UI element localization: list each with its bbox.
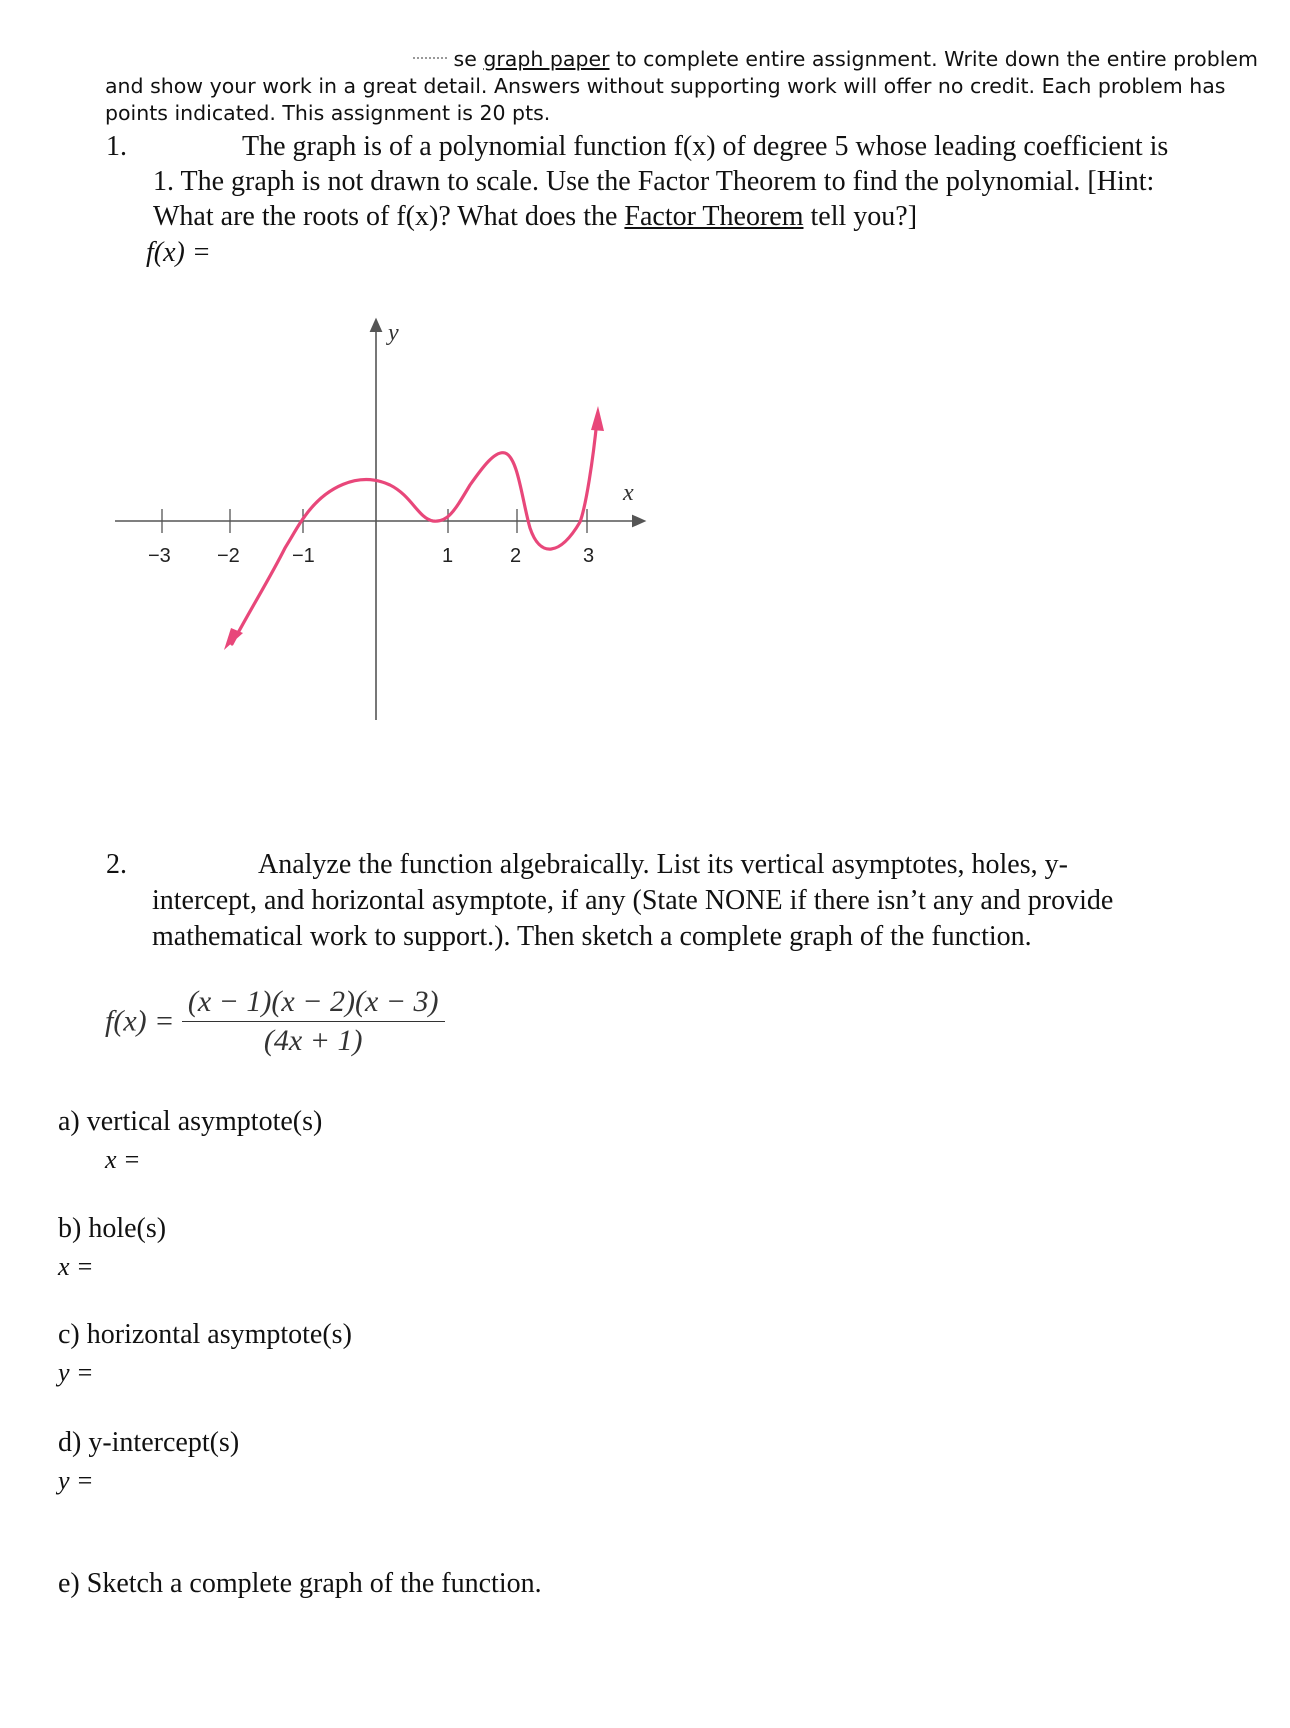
- tick-label-neg2: −2: [217, 545, 240, 567]
- fraction: [182, 985, 445, 1058]
- smudge-mark: [413, 57, 447, 63]
- part-a-answer: x =: [105, 1145, 141, 1174]
- x-axis-label: x: [623, 480, 634, 506]
- tick-label-1: 1: [442, 545, 454, 567]
- instructions-line-3: points indicated. This assignment is 20 pts.: [105, 101, 551, 125]
- problem-1-number: 1.: [106, 131, 127, 162]
- problem-2-line-2: intercept, and horizontal asymptote, if any (State NONE if there isn’t any and provide: [152, 885, 1114, 916]
- y-axis-label: y: [388, 320, 399, 346]
- part-d-answer: y =: [58, 1466, 94, 1495]
- problem-2-number: 2.: [106, 849, 127, 880]
- part-d-label: d) y-intercept(s): [58, 1427, 240, 1458]
- fx-label: f(x) =: [105, 1004, 175, 1038]
- tick-label-2: 2: [510, 545, 522, 567]
- problem-1-answer-label: f(x) =: [146, 237, 211, 268]
- polynomial-graph: [100, 310, 660, 730]
- instructions: [105, 46, 1275, 127]
- problem-1-line-3: What are the roots of f(x)? What does the Factor Theorem tell you?]: [153, 201, 918, 232]
- problem-1-line-2: 1. The graph is not drawn to scale. Use the Factor Theorem to find the polynomial. [Hint:: [153, 166, 1155, 197]
- part-b-label: b) hole(s): [58, 1213, 167, 1244]
- factor-theorem-link[interactable]: Factor Theorem: [624, 201, 804, 232]
- tick-label-neg1: −1: [292, 545, 315, 567]
- graph-paper-link[interactable]: graph paper: [483, 47, 610, 71]
- part-b-answer: x =: [58, 1252, 94, 1281]
- part-c-answer: y =: [58, 1358, 94, 1387]
- curve-arrow-right: [591, 406, 604, 431]
- tick-label-neg3: −3: [148, 545, 171, 567]
- instructions-line-1: se graph paper to complete entire assignment. Write down the entire problem: [105, 46, 1275, 73]
- numerator: (x − 1)(x − 2)(x − 3): [182, 985, 445, 1022]
- problem-1-line-1: The graph is of a polynomial function f(x) of degree 5 whose leading coefficient is: [242, 131, 1169, 162]
- part-e-label: e) Sketch a complete graph of the function.: [58, 1568, 542, 1599]
- tick-label-3: 3: [583, 545, 595, 567]
- problem-2-line-3: mathematical work to support.). Then sketch a complete graph of the function.: [152, 921, 1032, 952]
- denominator: (4x + 1): [263, 1024, 363, 1057]
- problem-2-line-1: Analyze the function algebraically. List its vertical asymptotes, holes, y-: [258, 849, 1068, 880]
- instructions-line-2: and show your work in a great detail. Answers without supporting work will offer no credit. Each problem has: [105, 74, 1226, 98]
- rational-function: [105, 985, 445, 1058]
- part-a-label: a) vertical asymptote(s): [58, 1106, 323, 1137]
- part-c-label: c) horizontal asymptote(s): [58, 1319, 352, 1350]
- polynomial-curve: [232, 420, 597, 644]
